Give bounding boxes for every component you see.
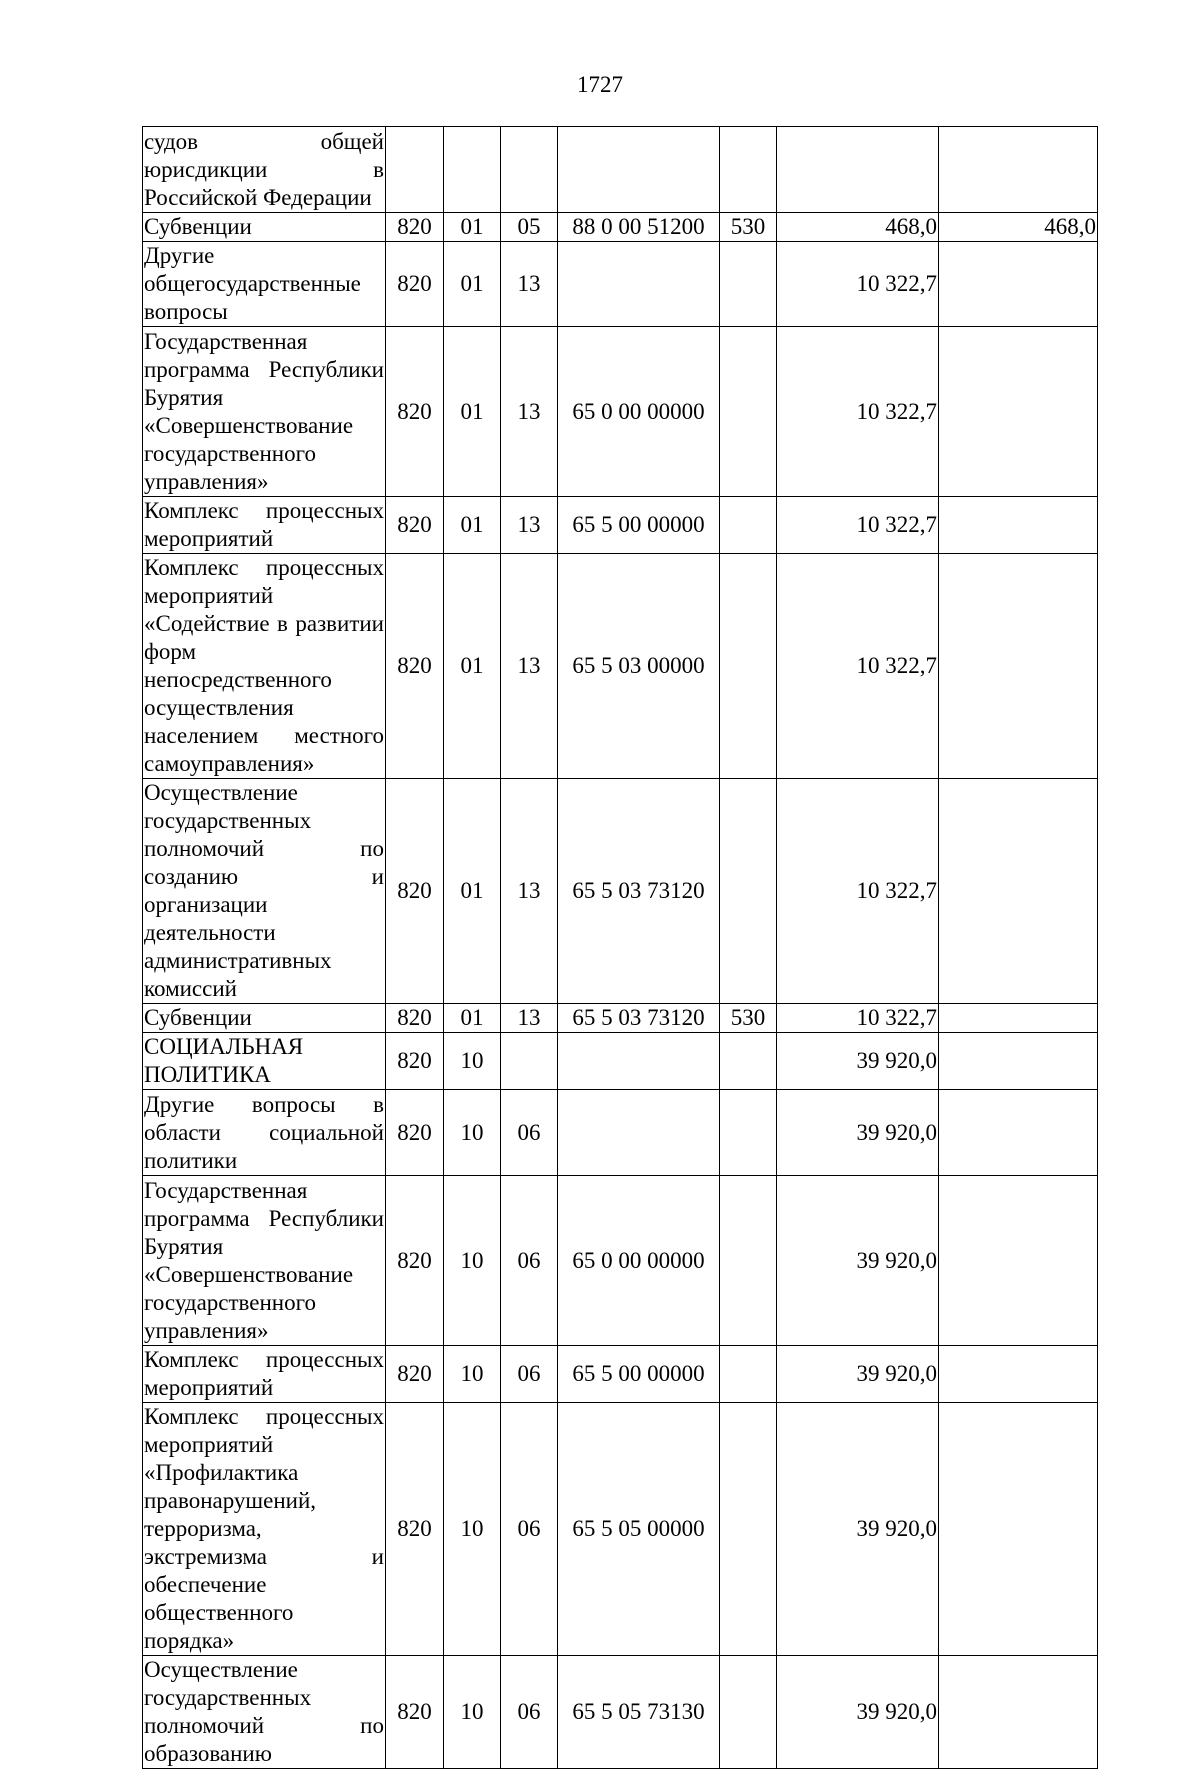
cell-expense-type [720,1033,777,1090]
cell-name: Другие общегосударственные вопросы [143,242,386,327]
cell-amount-1: 39 920,0 [777,1033,939,1090]
cell-name: Государственная программа Республики Бурятия «Совершенствование государственного управления» [143,1176,386,1346]
page-number: 1727 [577,72,623,97]
cell-target-article: 65 5 03 00000 [558,554,720,779]
cell-section: 01 [444,213,501,242]
cell-target-article: 65 5 03 73120 [558,779,720,1004]
cell-amount-2 [939,1346,1098,1403]
cell-subsection: 06 [501,1403,558,1656]
cell-subsection: 06 [501,1346,558,1403]
cell-amount-2 [939,1656,1098,1769]
cell-amount-1: 10 322,7 [777,242,939,327]
cell-amount-1: 10 322,7 [777,1004,939,1033]
table-row [143,1403,1098,1656]
cell-section: 01 [444,779,501,1004]
cell-section: 10 [444,1346,501,1403]
cell-amount-1: 10 322,7 [777,779,939,1004]
cell-amount-2 [939,1090,1098,1176]
cell-ministry-code: 820 [386,1176,444,1346]
cell-subsection: 06 [501,1090,558,1176]
cell-target-article: 65 0 00 00000 [558,1176,720,1346]
cell-ministry-code: 820 [386,1403,444,1656]
table-row [143,1033,1098,1090]
cell-name: Комплекс процессных мероприятий «Профилактика правонарушений, терроризма, экстремизма и обеспечение общественного порядка» [143,1403,386,1656]
cell-ministry-code: 820 [386,213,444,242]
cell-name: Другие вопросы в области социальной политики [143,1090,386,1176]
cell-section: 01 [444,554,501,779]
cell-expense-type [720,1346,777,1403]
cell-amount-2 [939,1176,1098,1346]
cell-subsection: 13 [501,327,558,497]
cell-amount-1: 10 322,7 [777,327,939,497]
cell-target-article: 88 0 00 51200 [558,213,720,242]
cell-name: судов общей юрисдикции в Российской Федерации [143,127,386,213]
cell-target-article: 65 5 03 73120 [558,1004,720,1033]
table-row [143,497,1098,554]
cell-section [444,127,501,213]
cell-target-article [558,1090,720,1176]
cell-amount-1: 39 920,0 [777,1403,939,1656]
cell-amount-2 [939,554,1098,779]
table-row [143,1656,1098,1769]
cell-section: 10 [444,1090,501,1176]
cell-ministry-code: 820 [386,1033,444,1090]
cell-section: 10 [444,1033,501,1090]
table-row [143,554,1098,779]
cell-amount-1: 39 920,0 [777,1176,939,1346]
cell-subsection: 13 [501,554,558,779]
cell-name: Осуществление государственных полномочий по созданию и организации деятельности административных комиссий [143,779,386,1004]
table-row [143,1004,1098,1033]
cell-target-article: 65 5 05 00000 [558,1403,720,1656]
cell-subsection [501,1033,558,1090]
cell-ministry-code: 820 [386,1090,444,1176]
cell-amount-1: 468,0 [777,213,939,242]
cell-name: Государственная программа Республики Бурятия «Совершенствование государственного управления» [143,327,386,497]
cell-amount-2 [939,779,1098,1004]
cell-subsection: 05 [501,213,558,242]
cell-amount-1: 39 920,0 [777,1090,939,1176]
cell-name: Субвенции [143,213,386,242]
cell-expense-type [720,1090,777,1176]
cell-target-article: 65 5 05 73130 [558,1656,720,1769]
table-row [143,779,1098,1004]
table-row [143,327,1098,497]
cell-ministry-code: 820 [386,497,444,554]
cell-name: Комплекс процессных мероприятий [143,1346,386,1403]
table-row [143,213,1098,242]
cell-amount-2 [939,1004,1098,1033]
cell-ministry-code: 820 [386,327,444,497]
cell-expense-type [720,1656,777,1769]
cell-section: 01 [444,327,501,497]
cell-amount-1: 39 920,0 [777,1656,939,1769]
table-row [143,1346,1098,1403]
cell-expense-type [720,1403,777,1656]
cell-target-article [558,242,720,327]
cell-subsection: 13 [501,1004,558,1033]
cell-name: Комплекс процессных мероприятий «Содействие в развитии форм непосредственного осуществления населением местного самоуправления» [143,554,386,779]
cell-expense-type [720,779,777,1004]
cell-section: 10 [444,1176,501,1346]
cell-target-article: 65 5 00 00000 [558,1346,720,1403]
cell-ministry-code: 820 [386,242,444,327]
cell-target-article [558,127,720,213]
cell-subsection: 13 [501,497,558,554]
cell-amount-2 [939,1033,1098,1090]
table-row [143,1176,1098,1346]
cell-ministry-code: 820 [386,779,444,1004]
cell-amount-2 [939,242,1098,327]
cell-target-article: 65 5 00 00000 [558,497,720,554]
cell-expense-type [720,1176,777,1346]
table-row [143,1090,1098,1176]
cell-section: 10 [444,1656,501,1769]
cell-section: 01 [444,497,501,554]
cell-name: Осуществление государственных полномочий по образованию [143,1656,386,1769]
cell-expense-type [720,242,777,327]
cell-amount-2 [939,127,1098,213]
cell-expense-type [720,554,777,779]
cell-target-article [558,1033,720,1090]
table-row [143,242,1098,327]
cell-name: СОЦИАЛЬНАЯ ПОЛИТИКА [143,1033,386,1090]
cell-amount-1: 10 322,7 [777,497,939,554]
cell-amount-2 [939,327,1098,497]
table-row [143,127,1098,213]
table-body [143,127,1098,1769]
cell-expense-type [720,497,777,554]
cell-expense-type: 530 [720,1004,777,1033]
budget-table [142,126,1098,1769]
cell-ministry-code: 820 [386,1656,444,1769]
cell-expense-type: 530 [720,213,777,242]
cell-amount-1: 10 322,7 [777,554,939,779]
cell-expense-type [720,327,777,497]
cell-ministry-code: 820 [386,554,444,779]
cell-name: Комплекс процессных мероприятий [143,497,386,554]
cell-amount-2: 468,0 [939,213,1098,242]
cell-ministry-code: 820 [386,1346,444,1403]
cell-section: 01 [444,242,501,327]
cell-amount-1: 39 920,0 [777,1346,939,1403]
cell-target-article: 65 0 00 00000 [558,327,720,497]
cell-section: 10 [444,1403,501,1656]
cell-subsection [501,127,558,213]
cell-subsection: 06 [501,1656,558,1769]
cell-expense-type [720,127,777,213]
cell-ministry-code [386,127,444,213]
cell-subsection: 13 [501,779,558,1004]
cell-section: 01 [444,1004,501,1033]
cell-amount-1 [777,127,939,213]
cell-subsection: 13 [501,242,558,327]
cell-amount-2 [939,1403,1098,1656]
cell-name: Субвенции [143,1004,386,1033]
cell-ministry-code: 820 [386,1004,444,1033]
cell-amount-2 [939,497,1098,554]
cell-subsection: 06 [501,1176,558,1346]
